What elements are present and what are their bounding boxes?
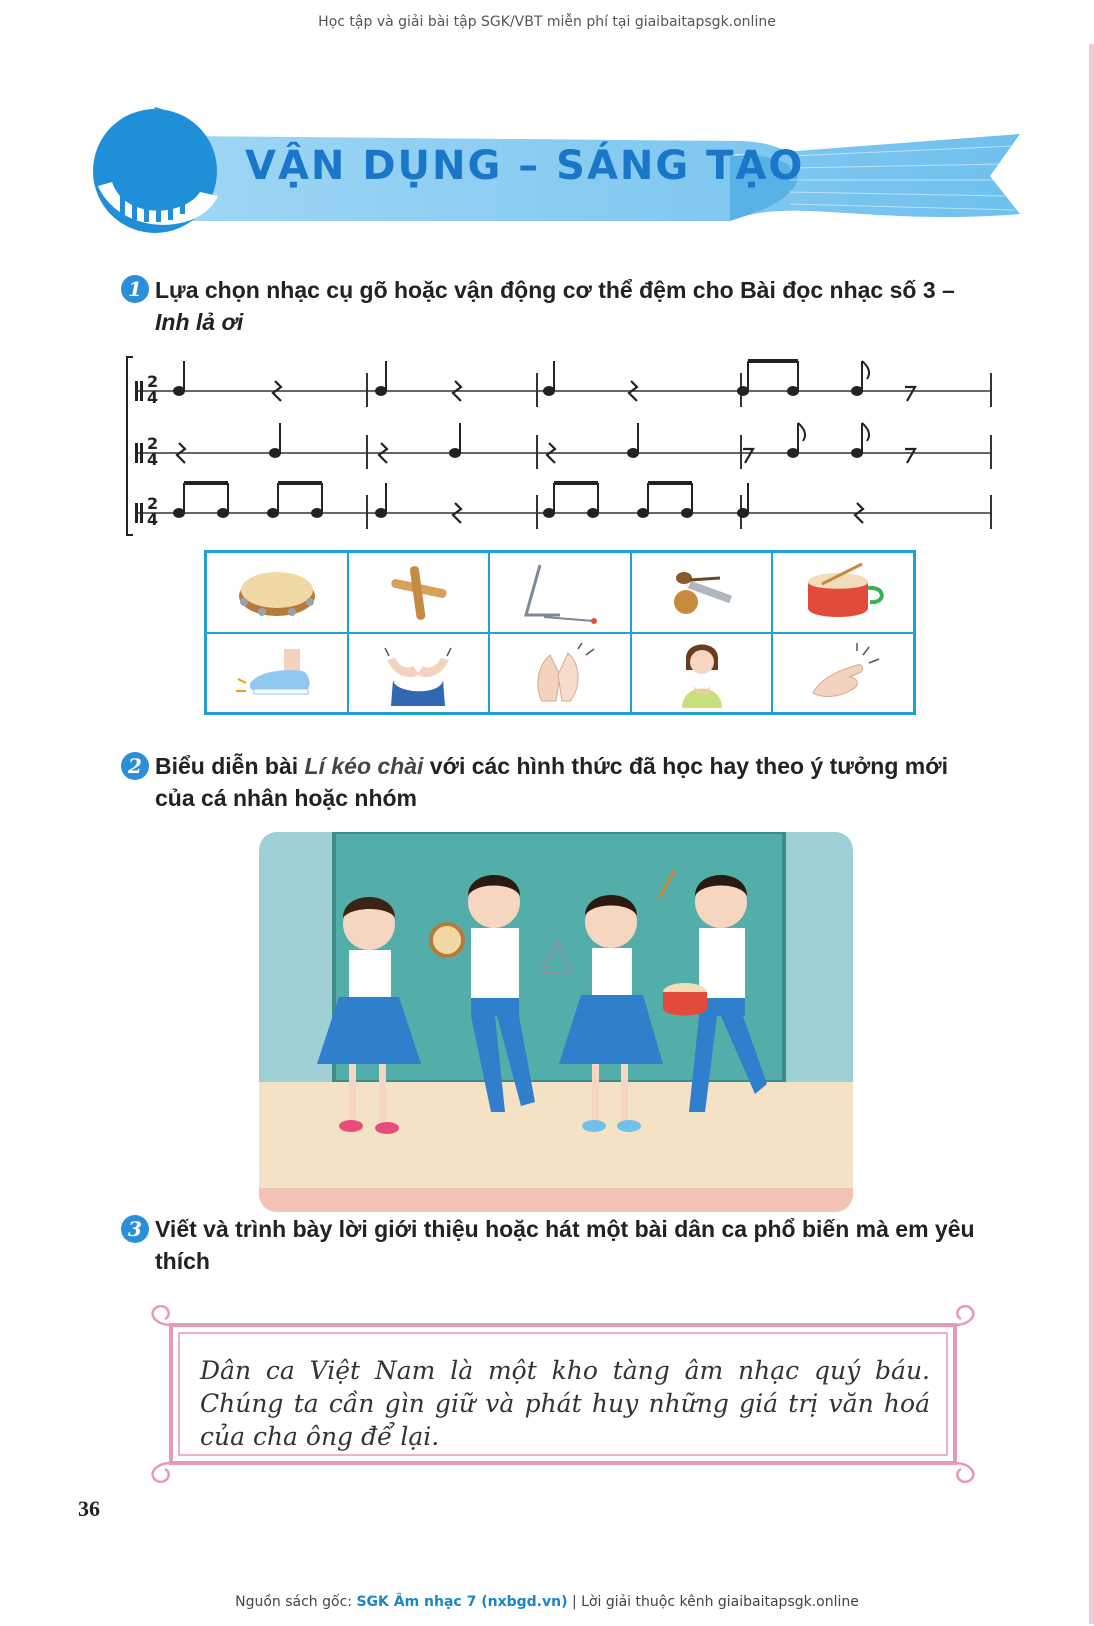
instrument-table	[204, 550, 916, 715]
question-1-song-title: Inh lả ơi	[155, 309, 244, 335]
footer-source-link[interactable]: SGK Âm nhạc 7 (nxbgd.vn)	[356, 1594, 568, 1610]
tambourine-cell[interactable]	[206, 552, 348, 633]
foot-stomp-icon	[232, 643, 322, 703]
question-2-number: 2	[121, 752, 149, 780]
question-3-number: 3	[121, 1215, 149, 1243]
footer-suffix: | Lời giải thuộc kênh giaibaitapsgk.online	[571, 1594, 859, 1610]
stomp-cell[interactable]	[206, 633, 348, 714]
page-edge	[1089, 44, 1094, 1624]
time-sig-top-3: 2	[147, 494, 159, 513]
svg-text:♪: ♪	[175, 112, 191, 140]
claves-cell[interactable]	[348, 552, 490, 633]
woodblock-cell[interactable]	[631, 552, 773, 633]
rhythm-score	[125, 355, 997, 540]
time-sig-bottom-3: 4	[147, 510, 159, 529]
finger-snap-icon	[803, 643, 883, 703]
girl-icon	[672, 638, 732, 708]
question-2-text	[155, 750, 993, 814]
svg-text:𝄞: 𝄞	[190, 137, 204, 162]
question-2-text-before: Biểu diễn bài	[155, 753, 299, 779]
banner-title: VẬN DỤNG – SÁNG TẠO	[245, 143, 805, 189]
svg-text:♫: ♫	[145, 103, 169, 133]
performance-illustration	[259, 832, 853, 1212]
snap-cell[interactable]	[772, 633, 914, 714]
clap-cell[interactable]	[489, 633, 631, 714]
hand-clap-icon	[520, 641, 600, 705]
question-2-song-title: Lí kéo chài	[304, 753, 424, 779]
header-note: Học tập và giải bài tập SGK/VBT miễn phí tại giaibaitapsgk.online	[318, 14, 776, 30]
drum-cell[interactable]	[772, 552, 914, 633]
time-sig-bottom-1: 4	[147, 388, 159, 407]
answer-text: Dân ca Việt Nam là một kho tàng âm nhạc quý báu. Chúng ta cần gìn giữ và phát huy những giá trị văn hoá của cha ông để lại.	[200, 1356, 930, 1451]
footer	[0, 1594, 1094, 1610]
time-sig-top-2: 2	[147, 434, 159, 453]
triangle-cell[interactable]	[489, 552, 631, 633]
question-1-text	[155, 274, 995, 338]
footer-prefix: Nguồn sách gốc:	[235, 1594, 352, 1610]
woodblock-icon	[662, 562, 742, 622]
claves-icon	[383, 562, 453, 622]
question-1-main: Lựa chọn nhạc cụ gõ hoặc vận động cơ thể đệm cho Bài đọc nhạc số 3 –	[155, 277, 955, 303]
question-3-text: Viết và trình bày lời giới thiệu hoặc hát một bài dân ca phổ biến mà em yêu thích	[155, 1216, 975, 1274]
chest-pat-icon	[373, 640, 463, 706]
page-number: 36	[78, 1496, 100, 1521]
time-sig-bottom-2: 4	[147, 450, 159, 469]
tambourine-icon	[232, 562, 322, 622]
girl-cell[interactable]	[631, 633, 773, 714]
question-2-text-after: với các hình thức đã học hay theo ý tưởng mới của cá nhân hoặc nhóm	[155, 753, 948, 811]
drum-icon	[798, 560, 888, 624]
time-sig-top-1: 2	[147, 372, 159, 391]
question-1-number: 1	[121, 275, 149, 303]
triangle-icon	[520, 559, 600, 625]
pat-chest-cell[interactable]	[348, 633, 490, 714]
